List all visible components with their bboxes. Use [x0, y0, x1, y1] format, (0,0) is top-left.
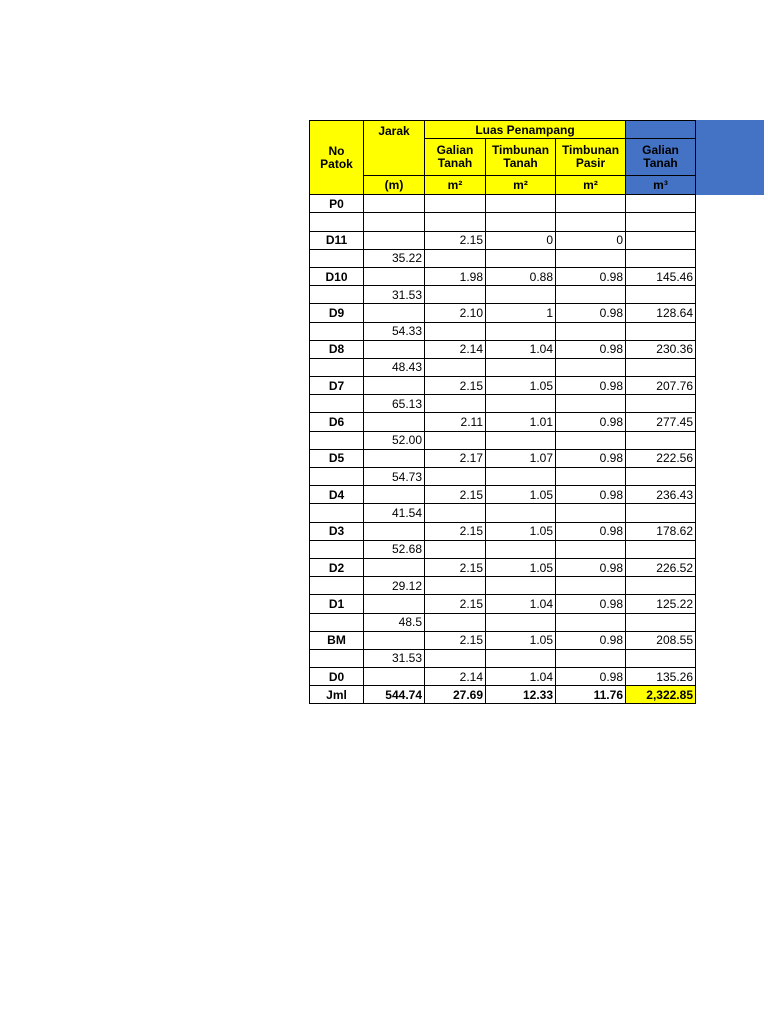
table-row	[310, 468, 696, 486]
timbunan-tanah-cell	[486, 395, 556, 413]
timbunan-pasir-cell: 0.98	[556, 522, 626, 540]
galian-tanah-cell: 2.15	[425, 558, 486, 576]
timbunan-tanah-cell	[486, 468, 556, 486]
galian-tanah-cell	[425, 286, 486, 304]
patok-cell	[310, 286, 364, 304]
table-row	[310, 358, 696, 376]
table-row	[310, 213, 696, 231]
jarak-cell	[364, 486, 425, 504]
jarak-cell	[364, 195, 425, 213]
galian-tanah-cell: 2.15	[425, 486, 486, 504]
volume-galian-cell	[626, 613, 696, 631]
volume-galian-cell: 178.62	[626, 522, 696, 540]
timbunan-pasir-cell: 0.98	[556, 449, 626, 467]
patok-cell	[310, 540, 364, 558]
patok-cell: D4	[310, 486, 364, 504]
jarak-cell: 54.73	[364, 468, 425, 486]
timbunan-pasir-cell	[556, 613, 626, 631]
volume-galian-cell: 208.55	[626, 631, 696, 649]
timbunan-pasir-cell	[556, 286, 626, 304]
timbunan-tanah-cell: 1.04	[486, 668, 556, 686]
jarak-cell: 48.5	[364, 613, 425, 631]
table-row	[310, 377, 696, 395]
patok-cell	[310, 249, 364, 267]
patok-cell: D8	[310, 340, 364, 358]
table-header	[310, 121, 696, 195]
patok-cell: D1	[310, 595, 364, 613]
timbunan-pasir-cell: 0.98	[556, 558, 626, 576]
patok-cell: D7	[310, 377, 364, 395]
timbunan-pasir-cell	[556, 468, 626, 486]
jarak-cell	[364, 304, 425, 322]
volume-galian-cell: 128.64	[626, 304, 696, 322]
patok-cell	[310, 577, 364, 595]
patok-cell: D9	[310, 304, 364, 322]
jarak-cell: 54.33	[364, 322, 425, 340]
volume-galian-cell	[626, 649, 696, 667]
table-row	[310, 649, 696, 667]
unit-area-timbunan-pasir: m²	[556, 176, 626, 195]
table-row	[310, 668, 696, 686]
timbunan-tanah-cell	[486, 431, 556, 449]
total-volume-galian: 2,322.85	[626, 686, 696, 704]
timbunan-tanah-cell: 1.07	[486, 449, 556, 467]
timbunan-pasir-cell	[556, 213, 626, 231]
timbunan-tanah-cell: 1.05	[486, 377, 556, 395]
total-galian-tanah: 27.69	[425, 686, 486, 704]
header-timbunan-pasir: Timbunan Pasir	[556, 139, 626, 176]
timbunan-tanah-cell: 1.05	[486, 558, 556, 576]
table-body	[310, 195, 696, 686]
galian-tanah-cell: 2.15	[425, 231, 486, 249]
timbunan-tanah-cell	[486, 322, 556, 340]
galian-tanah-cell: 2.17	[425, 449, 486, 467]
table-footer	[310, 686, 696, 704]
header-luas-penampang: Luas Penampang	[425, 121, 626, 139]
table-row	[310, 231, 696, 249]
jarak-cell: 48.43	[364, 358, 425, 376]
timbunan-pasir-cell	[556, 540, 626, 558]
volume-galian-cell	[626, 213, 696, 231]
header-volume-galian: Galian Tanah	[626, 139, 696, 176]
header-jarak: Jarak	[364, 121, 425, 176]
timbunan-pasir-cell: 0.98	[556, 413, 626, 431]
timbunan-pasir-cell: 0.98	[556, 595, 626, 613]
volume-galian-cell: 277.45	[626, 413, 696, 431]
galian-tanah-cell	[425, 613, 486, 631]
table-row	[310, 558, 696, 576]
unit-area-galian: m²	[425, 176, 486, 195]
timbunan-pasir-cell: 0.98	[556, 267, 626, 285]
galian-tanah-cell	[425, 649, 486, 667]
timbunan-pasir-cell	[556, 431, 626, 449]
blue-fill-block	[695, 120, 764, 195]
timbunan-pasir-cell: 0.98	[556, 668, 626, 686]
volume-table	[309, 120, 696, 704]
galian-tanah-cell	[425, 504, 486, 522]
timbunan-pasir-cell: 0.98	[556, 631, 626, 649]
galian-tanah-cell	[425, 322, 486, 340]
patok-cell: P0	[310, 195, 364, 213]
timbunan-pasir-cell: 0.98	[556, 486, 626, 504]
jarak-cell	[364, 231, 425, 249]
jarak-cell	[364, 449, 425, 467]
patok-cell	[310, 431, 364, 449]
timbunan-tanah-cell: 1.05	[486, 522, 556, 540]
unit-area-timbunan-tanah: m²	[486, 176, 556, 195]
jarak-cell	[364, 377, 425, 395]
patok-cell	[310, 358, 364, 376]
volume-galian-cell	[626, 231, 696, 249]
patok-cell: D11	[310, 231, 364, 249]
patok-cell: D3	[310, 522, 364, 540]
jarak-cell	[364, 213, 425, 231]
header-galian-tanah: Galian Tanah	[425, 139, 486, 176]
timbunan-tanah-cell	[486, 213, 556, 231]
timbunan-tanah-cell	[486, 613, 556, 631]
volume-galian-cell	[626, 540, 696, 558]
jarak-cell: 31.53	[364, 649, 425, 667]
volume-galian-cell: 135.26	[626, 668, 696, 686]
jarak-cell	[364, 631, 425, 649]
patok-cell	[310, 504, 364, 522]
volume-galian-cell: 125.22	[626, 595, 696, 613]
volume-galian-cell	[626, 468, 696, 486]
patok-cell	[310, 613, 364, 631]
patok-cell: D5	[310, 449, 364, 467]
total-timbunan-pasir: 11.76	[556, 686, 626, 704]
jarak-cell	[364, 413, 425, 431]
timbunan-tanah-cell	[486, 577, 556, 595]
timbunan-tanah-cell	[486, 649, 556, 667]
table-row	[310, 286, 696, 304]
timbunan-tanah-cell	[486, 195, 556, 213]
table-row	[310, 522, 696, 540]
galian-tanah-cell	[425, 213, 486, 231]
volume-galian-cell	[626, 322, 696, 340]
volume-galian-cell	[626, 431, 696, 449]
galian-tanah-cell: 2.15	[425, 522, 486, 540]
volume-galian-cell: 222.56	[626, 449, 696, 467]
table-row	[310, 486, 696, 504]
timbunan-tanah-cell: 1.04	[486, 340, 556, 358]
patok-cell	[310, 395, 364, 413]
galian-tanah-cell	[425, 431, 486, 449]
jarak-cell	[364, 340, 425, 358]
galian-tanah-cell	[425, 249, 486, 267]
timbunan-tanah-cell	[486, 540, 556, 558]
volume-galian-cell	[626, 504, 696, 522]
timbunan-pasir-cell	[556, 649, 626, 667]
jarak-cell: 31.53	[364, 286, 425, 304]
patok-cell: D10	[310, 267, 364, 285]
galian-tanah-cell: 2.15	[425, 595, 486, 613]
timbunan-tanah-cell: 0.88	[486, 267, 556, 285]
table-row	[310, 540, 696, 558]
timbunan-pasir-cell	[556, 358, 626, 376]
unit-volume: m³	[626, 176, 696, 195]
timbunan-tanah-cell: 1	[486, 304, 556, 322]
galian-tanah-cell: 1.98	[425, 267, 486, 285]
table-row	[310, 195, 696, 213]
total-timbunan-tanah: 12.33	[486, 686, 556, 704]
total-row	[310, 686, 696, 704]
timbunan-tanah-cell	[486, 358, 556, 376]
timbunan-tanah-cell: 1.04	[486, 595, 556, 613]
galian-tanah-cell	[425, 195, 486, 213]
galian-tanah-cell: 2.10	[425, 304, 486, 322]
galian-tanah-cell: 2.15	[425, 377, 486, 395]
galian-tanah-cell	[425, 358, 486, 376]
volume-galian-cell	[626, 358, 696, 376]
timbunan-pasir-cell	[556, 249, 626, 267]
timbunan-tanah-cell: 1.01	[486, 413, 556, 431]
table-row	[310, 577, 696, 595]
timbunan-tanah-cell: 1.05	[486, 631, 556, 649]
total-label: Jml	[310, 686, 364, 704]
table-row	[310, 504, 696, 522]
total-jarak: 544.74	[364, 686, 425, 704]
table-row	[310, 304, 696, 322]
galian-tanah-cell: 2.14	[425, 340, 486, 358]
jarak-cell: 35.22	[364, 249, 425, 267]
timbunan-tanah-cell	[486, 249, 556, 267]
volume-galian-cell: 226.52	[626, 558, 696, 576]
patok-cell: D6	[310, 413, 364, 431]
timbunan-pasir-cell	[556, 322, 626, 340]
timbunan-pasir-cell	[556, 195, 626, 213]
timbunan-pasir-cell: 0.98	[556, 304, 626, 322]
patok-cell: D0	[310, 668, 364, 686]
jarak-cell: 52.68	[364, 540, 425, 558]
galian-tanah-cell: 2.11	[425, 413, 486, 431]
jarak-cell	[364, 668, 425, 686]
timbunan-tanah-cell	[486, 286, 556, 304]
header-blue-top	[626, 121, 696, 139]
timbunan-tanah-cell: 0	[486, 231, 556, 249]
timbunan-pasir-cell: 0.98	[556, 340, 626, 358]
jarak-cell: 52.00	[364, 431, 425, 449]
timbunan-pasir-cell	[556, 577, 626, 595]
patok-cell	[310, 213, 364, 231]
volume-galian-cell	[626, 195, 696, 213]
table-row	[310, 395, 696, 413]
table-row	[310, 413, 696, 431]
jarak-cell	[364, 558, 425, 576]
table-row	[310, 613, 696, 631]
volume-galian-cell: 207.76	[626, 377, 696, 395]
unit-jarak: (m)	[364, 176, 425, 195]
galian-tanah-cell	[425, 540, 486, 558]
header-no-patok: No Patok	[310, 121, 364, 195]
table-row	[310, 631, 696, 649]
jarak-cell: 41.54	[364, 504, 425, 522]
jarak-cell: 65.13	[364, 395, 425, 413]
patok-cell: D2	[310, 558, 364, 576]
timbunan-tanah-cell	[486, 504, 556, 522]
table-row	[310, 249, 696, 267]
volume-galian-cell	[626, 286, 696, 304]
table-row	[310, 267, 696, 285]
volume-table-container	[309, 120, 696, 704]
patok-cell: BM	[310, 631, 364, 649]
galian-tanah-cell	[425, 577, 486, 595]
volume-galian-cell	[626, 395, 696, 413]
patok-cell	[310, 322, 364, 340]
volume-galian-cell: 230.36	[626, 340, 696, 358]
table-row	[310, 449, 696, 467]
volume-galian-cell: 145.46	[626, 267, 696, 285]
jarak-cell	[364, 267, 425, 285]
galian-tanah-cell: 2.14	[425, 668, 486, 686]
timbunan-pasir-cell: 0.98	[556, 377, 626, 395]
galian-tanah-cell	[425, 468, 486, 486]
volume-galian-cell: 236.43	[626, 486, 696, 504]
header-timbunan-tanah: Timbunan Tanah	[486, 139, 556, 176]
volume-galian-cell	[626, 577, 696, 595]
table-row	[310, 322, 696, 340]
galian-tanah-cell	[425, 395, 486, 413]
table-row	[310, 340, 696, 358]
patok-cell	[310, 649, 364, 667]
table-row	[310, 431, 696, 449]
galian-tanah-cell: 2.15	[425, 631, 486, 649]
timbunan-pasir-cell	[556, 504, 626, 522]
patok-cell	[310, 468, 364, 486]
table-row	[310, 595, 696, 613]
jarak-cell: 29.12	[364, 577, 425, 595]
jarak-cell	[364, 595, 425, 613]
timbunan-pasir-cell	[556, 395, 626, 413]
jarak-cell	[364, 522, 425, 540]
timbunan-pasir-cell: 0	[556, 231, 626, 249]
timbunan-tanah-cell: 1.05	[486, 486, 556, 504]
volume-galian-cell	[626, 249, 696, 267]
